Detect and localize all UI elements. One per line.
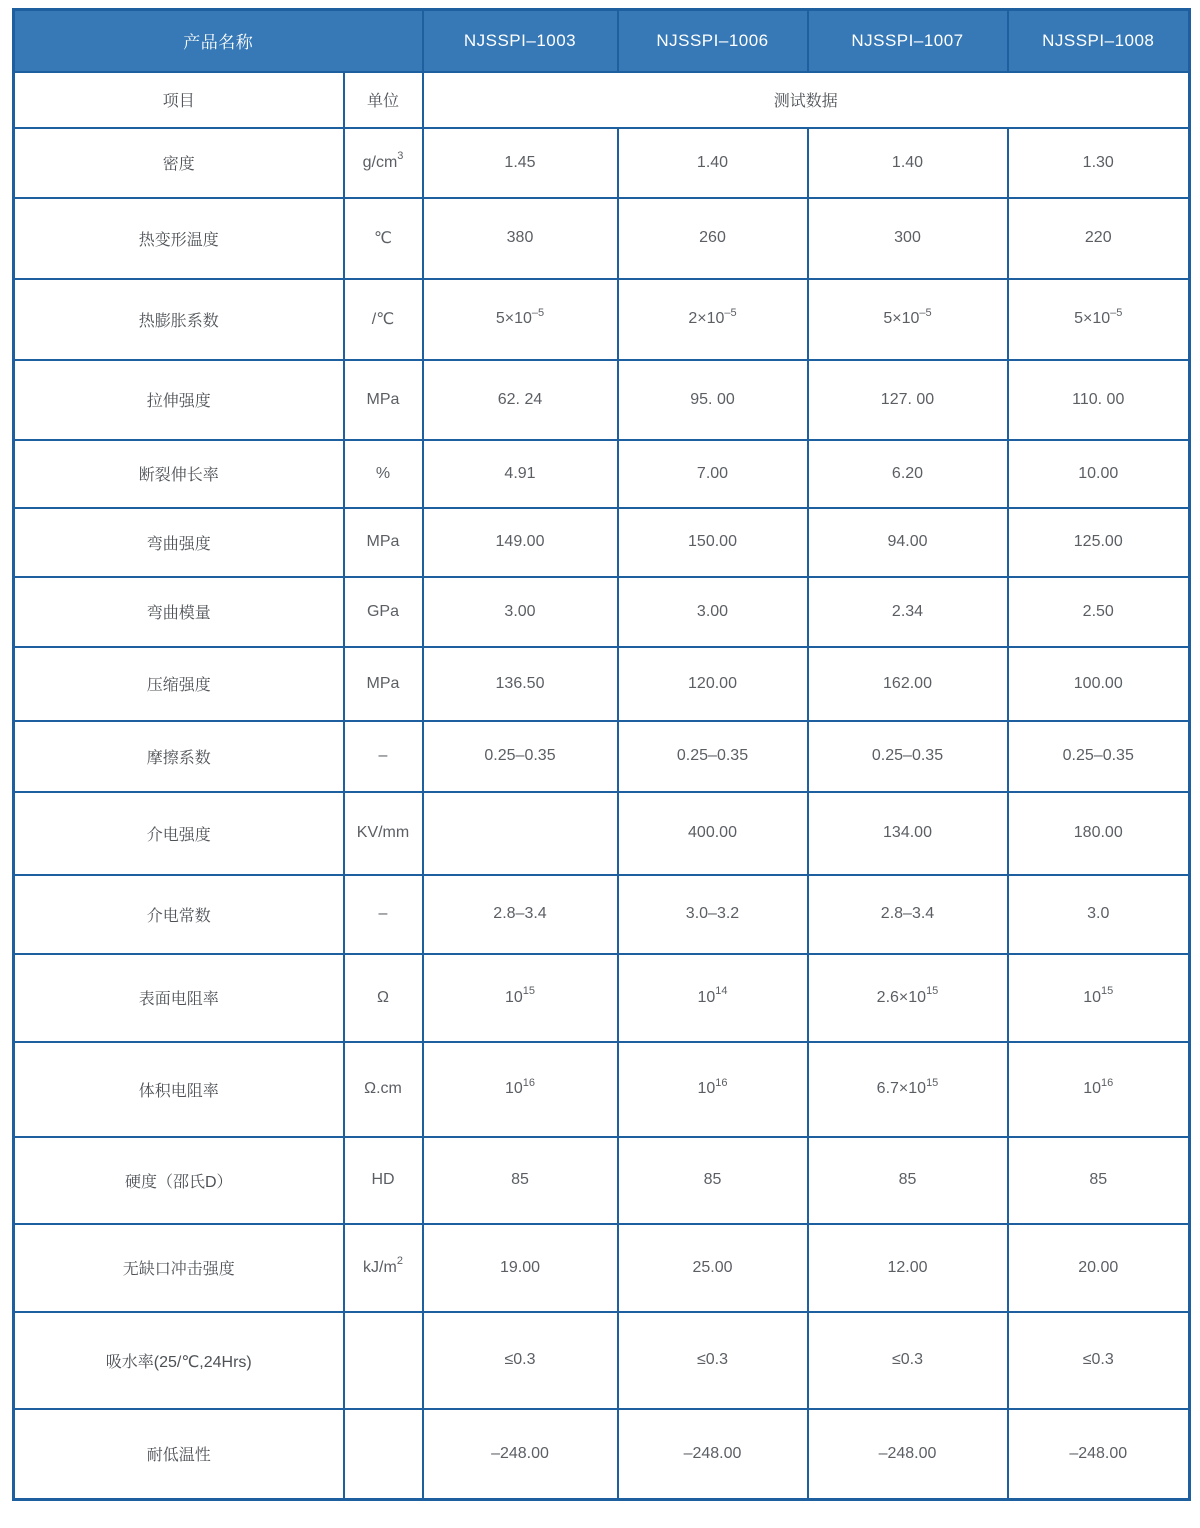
value-cell: 3.00 — [423, 577, 618, 647]
value-cell: 85 — [423, 1137, 618, 1224]
item-cell: 吸水率(25/℃,24Hrs) — [14, 1312, 344, 1409]
value-cell: 85 — [808, 1137, 1008, 1224]
value-cell: 400.00 — [618, 792, 808, 875]
value-cell: 1.45 — [423, 128, 618, 198]
value-cell: 19.00 — [423, 1224, 618, 1312]
unit-cell: % — [344, 440, 423, 508]
unit-cell: $kJ/m^2$ — [344, 1224, 423, 1312]
value-cell: 7.00 — [618, 440, 808, 508]
table-row — [14, 1312, 1190, 1409]
unit-column-header: 单位 — [344, 72, 423, 128]
item-cell: 介电强度 — [14, 792, 344, 875]
unit-cell: – — [344, 721, 423, 792]
unit-cell: MPa — [344, 360, 423, 440]
value-cell: 150.00 — [618, 508, 808, 577]
value-cell: ≤0.3 — [423, 1312, 618, 1409]
item-column-header: 项目 — [14, 72, 344, 128]
value-cell: 0.25–0.35 — [1008, 721, 1190, 792]
unit-cell: MPa — [344, 647, 423, 721]
value-cell: 2.8–3.4 — [423, 875, 618, 954]
product-header-1007: NJSSPI–1007 — [808, 10, 1008, 72]
value-cell: 180.00 — [1008, 792, 1190, 875]
value-cell: ≤0.3 — [1008, 1312, 1190, 1409]
product-header-1003: NJSSPI–1003 — [423, 10, 618, 72]
value-cell: $10^{15}$ — [1008, 954, 1190, 1042]
table-row — [14, 577, 1190, 647]
value-cell: 3.00 — [618, 577, 808, 647]
item-cell: 弯曲强度 — [14, 508, 344, 577]
value-cell: 110. 00 — [1008, 360, 1190, 440]
table-row — [14, 508, 1190, 577]
table-row — [14, 198, 1190, 279]
unit-cell: HD — [344, 1137, 423, 1224]
value-cell: 149.00 — [423, 508, 618, 577]
subheader-row — [14, 72, 1190, 128]
value-cell: $5\times 10^{-5}$ — [1008, 279, 1190, 360]
value-cell: 85 — [1008, 1137, 1190, 1224]
table-row — [14, 954, 1190, 1042]
value-cell: –248.00 — [618, 1409, 808, 1500]
value-cell: 2.50 — [1008, 577, 1190, 647]
value-cell: 0.25–0.35 — [808, 721, 1008, 792]
value-cell: 2.8–3.4 — [808, 875, 1008, 954]
value-cell: 62. 24 — [423, 360, 618, 440]
table-row — [14, 792, 1190, 875]
value-cell: 0.25–0.35 — [423, 721, 618, 792]
value-cell: 2.34 — [808, 577, 1008, 647]
value-cell: 6.20 — [808, 440, 1008, 508]
value-cell: 94.00 — [808, 508, 1008, 577]
value-cell — [423, 792, 618, 875]
value-cell: 380 — [423, 198, 618, 279]
value-cell: 127. 00 — [808, 360, 1008, 440]
item-cell: 耐低温性 — [14, 1409, 344, 1500]
value-cell: 20.00 — [1008, 1224, 1190, 1312]
value-cell: 134.00 — [808, 792, 1008, 875]
item-cell: 弯曲模量 — [14, 577, 344, 647]
value-cell: $5\times 10^{-5}$ — [808, 279, 1008, 360]
unit-cell: Ω — [344, 954, 423, 1042]
unit-cell: – — [344, 875, 423, 954]
unit-cell — [344, 1409, 423, 1500]
value-cell: 1.40 — [618, 128, 808, 198]
unit-cell: Ω.cm — [344, 1042, 423, 1137]
value-cell: $2.6\times 10^{15}$ — [808, 954, 1008, 1042]
value-cell: 260 — [618, 198, 808, 279]
value-cell: 136.50 — [423, 647, 618, 721]
test-data-header: 测试数据 — [423, 72, 1190, 128]
value-cell: 3.0 — [1008, 875, 1190, 954]
unit-cell: GPa — [344, 577, 423, 647]
value-cell: $10^{15}$ — [423, 954, 618, 1042]
product-header-row — [14, 10, 1190, 72]
value-cell: –248.00 — [1008, 1409, 1190, 1500]
table-row — [14, 279, 1190, 360]
value-cell: $5\times 10^{-5}$ — [423, 279, 618, 360]
product-header-1008: NJSSPI–1008 — [1008, 10, 1190, 72]
product-header-1006: NJSSPI–1006 — [618, 10, 808, 72]
unit-cell: KV/mm — [344, 792, 423, 875]
value-cell: 1.30 — [1008, 128, 1190, 198]
table-row — [14, 647, 1190, 721]
value-cell: $2\times 10^{-5}$ — [618, 279, 808, 360]
value-cell: 300 — [808, 198, 1008, 279]
item-cell: 热膨胀系数 — [14, 279, 344, 360]
value-cell: –248.00 — [808, 1409, 1008, 1500]
unit-cell: $g/cm^3$ — [344, 128, 423, 198]
item-cell: 介电常数 — [14, 875, 344, 954]
value-cell: 0.25–0.35 — [618, 721, 808, 792]
item-cell: 压缩强度 — [14, 647, 344, 721]
unit-cell: MPa — [344, 508, 423, 577]
unit-cell: ℃ — [344, 198, 423, 279]
value-cell: $10^{14}$ — [618, 954, 808, 1042]
value-cell: $10^{16}$ — [423, 1042, 618, 1137]
value-cell: 12.00 — [808, 1224, 1008, 1312]
value-cell: 10.00 — [1008, 440, 1190, 508]
value-cell: 100.00 — [1008, 647, 1190, 721]
value-cell: 4.91 — [423, 440, 618, 508]
item-cell: 断裂伸长率 — [14, 440, 344, 508]
value-cell: ≤0.3 — [808, 1312, 1008, 1409]
value-cell: ≤0.3 — [618, 1312, 808, 1409]
spec-table-body — [14, 128, 1190, 1500]
value-cell: 25.00 — [618, 1224, 808, 1312]
value-cell: 1.40 — [808, 128, 1008, 198]
value-cell: 162.00 — [808, 647, 1008, 721]
value-cell: 95. 00 — [618, 360, 808, 440]
unit-cell: /℃ — [344, 279, 423, 360]
item-cell: 硬度（邵氏D） — [14, 1137, 344, 1224]
value-cell: 3.0–3.2 — [618, 875, 808, 954]
value-cell: $10^{16}$ — [618, 1042, 808, 1137]
value-cell: 220 — [1008, 198, 1190, 279]
table-row — [14, 721, 1190, 792]
value-cell: 125.00 — [1008, 508, 1190, 577]
table-row — [14, 128, 1190, 198]
unit-cell — [344, 1312, 423, 1409]
item-cell: 拉伸强度 — [14, 360, 344, 440]
value-cell: 85 — [618, 1137, 808, 1224]
table-row — [14, 440, 1190, 508]
table-row — [14, 1042, 1190, 1137]
product-name-header: 产品名称 — [14, 10, 423, 72]
item-cell: 体积电阻率 — [14, 1042, 344, 1137]
item-cell: 摩擦系数 — [14, 721, 344, 792]
product-spec-table — [12, 8, 1191, 1501]
table-row — [14, 1137, 1190, 1224]
table-row — [14, 1409, 1190, 1500]
value-cell: $6.7\times 10^{15}$ — [808, 1042, 1008, 1137]
item-cell: 表面电阻率 — [14, 954, 344, 1042]
item-cell: 热变形温度 — [14, 198, 344, 279]
item-cell: 无缺口冲击强度 — [14, 1224, 344, 1312]
table-row — [14, 1224, 1190, 1312]
table-row — [14, 875, 1190, 954]
table-row — [14, 360, 1190, 440]
value-cell: –248.00 — [423, 1409, 618, 1500]
value-cell: 120.00 — [618, 647, 808, 721]
item-cell: 密度 — [14, 128, 344, 198]
value-cell: $10^{16}$ — [1008, 1042, 1190, 1137]
